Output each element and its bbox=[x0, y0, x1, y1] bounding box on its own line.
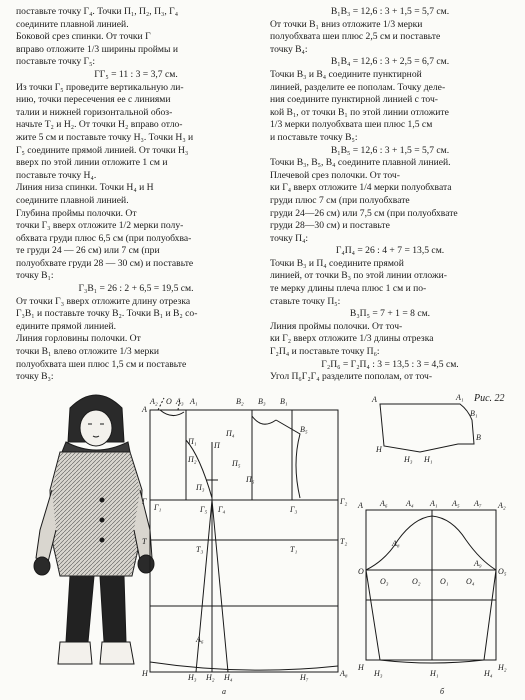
text-line: кой В₁, от точки В₁ по этой линии отложите bbox=[270, 106, 449, 118]
svg-text:O₂: O₂ bbox=[412, 577, 421, 586]
text-line: точку В₄: bbox=[270, 43, 308, 55]
text-line: Г₄П₄ = 26 : 4 + 7 = 13,5 см. bbox=[335, 245, 445, 257]
text-line: От точки В₁ вниз отложите 1/3 мерки bbox=[270, 18, 423, 30]
svg-text:H₃: H₃ bbox=[374, 669, 383, 678]
text-line: вправо отложите 1/3 ширины проймы и bbox=[16, 43, 178, 55]
svg-text:Н₂: Н₂ bbox=[206, 673, 215, 682]
svg-text:B₁: B₁ bbox=[280, 397, 288, 406]
svg-text:O₅: O₅ bbox=[498, 567, 507, 576]
svg-text:П₃: П₃ bbox=[196, 483, 205, 492]
svg-text:O₃: O₃ bbox=[380, 577, 389, 586]
text-line: жите 5 см и поставьте точку Н₃. Точки Н₃ и bbox=[16, 131, 194, 143]
svg-text:A₂: A₂ bbox=[498, 501, 506, 510]
svg-text:H₂: H₂ bbox=[498, 663, 507, 672]
svg-text:Т₂: Т₂ bbox=[340, 537, 348, 546]
svg-text:H₁: H₁ bbox=[430, 669, 439, 678]
svg-text:A: A bbox=[372, 395, 377, 404]
svg-text:H: H bbox=[358, 663, 364, 672]
draft-b-letter: б bbox=[440, 687, 445, 696]
svg-text:H₄: H₄ bbox=[484, 669, 493, 678]
figure-caption: Рис. 22 bbox=[474, 393, 505, 404]
svg-text:A: A bbox=[142, 405, 147, 414]
text-line: ки Г₂ вверх отложите 1/3 длины отрезка bbox=[270, 333, 434, 345]
draft-b bbox=[366, 510, 496, 663]
text-line: обхвата груди плюс 6,5 см (при полуобхва- bbox=[16, 232, 192, 244]
text-line: Линия горловины полочки. От bbox=[16, 333, 141, 345]
text-line: Глубина проймы полочки. От bbox=[16, 207, 137, 219]
svg-text:A₃: A₃ bbox=[176, 397, 184, 406]
child-mitten-right bbox=[138, 555, 154, 573]
svg-text:A₁: A₁ bbox=[190, 397, 198, 406]
text-line: Г₂П₄ и поставьте точку П₆: bbox=[270, 346, 380, 358]
svg-text:П₁: П₁ bbox=[188, 437, 197, 446]
text-line: Линия низа спинки. Точки Н₄ и Н bbox=[16, 182, 154, 194]
text-line: линией, от точки В₃ по этой линии отложи- bbox=[270, 270, 447, 282]
text-line: и поставьте точку В₅: bbox=[270, 131, 358, 143]
text-line: Точки В₃ и П₄ соедините прямой bbox=[270, 257, 404, 269]
svg-text:П₅: П₅ bbox=[232, 459, 241, 468]
svg-text:B₂: B₂ bbox=[236, 397, 244, 406]
svg-text:B: B bbox=[476, 433, 481, 442]
svg-text:Г₃: Г₃ bbox=[290, 505, 298, 514]
text-line: ставьте точку П₅: bbox=[270, 295, 341, 307]
text-line: точку В₁: bbox=[16, 270, 54, 282]
svg-text:H₃: H₃ bbox=[404, 455, 413, 464]
text-line: Угол П₆Г₂Г₄ разделите пополам, от точ- bbox=[270, 371, 433, 383]
text-line: едините прямой линией. bbox=[16, 320, 116, 332]
text-column-right bbox=[270, 6, 510, 384]
svg-text:H₁: H₁ bbox=[424, 455, 433, 464]
svg-text:A₂: A₂ bbox=[150, 397, 158, 406]
text-line: соедините плавной линией. bbox=[16, 18, 129, 30]
text-line: Г₃В₁ = 26 : 2 + 6,5 = 19,5 см. bbox=[78, 283, 194, 295]
text-line: линией, разделите ее пополам. Точку деле- bbox=[270, 81, 446, 93]
svg-text:A₈: A₈ bbox=[392, 539, 400, 548]
draft-a bbox=[150, 398, 338, 672]
svg-text:A₅: A₅ bbox=[452, 499, 460, 508]
text-line: точку П₄: bbox=[270, 232, 309, 244]
text-line: От точки Г₃ вверх отложите длину отрезка bbox=[16, 295, 191, 307]
child-trousers bbox=[66, 576, 126, 642]
svg-text:Г₁: Г₁ bbox=[154, 503, 162, 512]
text-line: В₁В₃ = 12,6 : 3 + 1,5 = 5,7 см. bbox=[330, 6, 450, 17]
text-line: точки Г₃ вверх отложите 1/2 мерки полу- bbox=[16, 220, 184, 232]
svg-text:O: O bbox=[358, 567, 364, 576]
svg-text:Т₁: Т₁ bbox=[290, 545, 298, 554]
svg-text:O₁: O₁ bbox=[440, 577, 449, 586]
text-line: Линия проймы полочки. От точ- bbox=[270, 320, 403, 332]
text-line: полуобхвата шеи плюс 1,5 см и поставьте bbox=[16, 358, 187, 370]
text-line: поставьте точку Н₄. bbox=[16, 169, 97, 181]
svg-text:Н: Н bbox=[142, 669, 148, 678]
svg-text:O: O bbox=[166, 397, 172, 406]
text-line: ния соедините пунктирной линией с точ- bbox=[270, 94, 438, 106]
svg-text:O₄: O₄ bbox=[466, 577, 475, 586]
text-line: Из точки Г₅ проведите вертикальную ли- bbox=[16, 81, 184, 93]
svg-text:Т₃: Т₃ bbox=[196, 545, 204, 554]
text-line: Г₃В₁ и поставьте точку В₂. Точки В₁ и В₂ со- bbox=[16, 308, 198, 320]
text-line: груди плюс 7 см (при полуобхвате bbox=[270, 194, 410, 206]
svg-text:B₁: B₁ bbox=[470, 409, 478, 418]
text-line: Г₂П₆ = Г₂П₄ : 3 = 13,5 : 3 = 4,5 см. bbox=[321, 358, 459, 370]
text-line: 1/3 мерки полуобхвата шеи плюс 1,5 см bbox=[270, 119, 433, 131]
text-column-left bbox=[16, 6, 256, 384]
text-line: поставьте точку Г₅: bbox=[16, 56, 96, 68]
svg-text:A: A bbox=[358, 501, 363, 510]
svg-text:П: П bbox=[214, 441, 220, 450]
svg-text:Н₄: Н₄ bbox=[224, 673, 233, 682]
svg-text:B₅: B₅ bbox=[300, 425, 308, 434]
svg-text:A₄: A₄ bbox=[406, 499, 414, 508]
child-illustration bbox=[34, 395, 154, 664]
text-line: Плечевой срез полочки. От точ- bbox=[270, 169, 400, 181]
svg-text:B₃: B₃ bbox=[258, 397, 266, 406]
svg-text:Т: Т bbox=[142, 537, 147, 546]
text-line: ки Г₄ вверх отложите 1/4 мерки полуобхвата bbox=[270, 182, 452, 194]
svg-text:A₁: A₁ bbox=[430, 499, 438, 508]
text-line: поставьте точку Г₄. Точки П₁, П₂, П₃, Г₄ bbox=[16, 6, 179, 17]
draft-a-letter: а bbox=[222, 687, 226, 696]
draft-a-labels bbox=[141, 397, 348, 696]
text-line: талии и нижней горизонтальной обоз- bbox=[16, 106, 173, 118]
text-line: груди 28—30 см) и поставьте bbox=[270, 220, 390, 232]
text-line: точки В₁ влево отложите 1/3 мерки bbox=[16, 346, 160, 358]
svg-text:Г₅: Г₅ bbox=[200, 505, 208, 514]
text-line: полуобхвате груди 28 — 30 см) и поставьте bbox=[16, 257, 194, 269]
text-line: вверх по этой линии отложите 1 см и bbox=[16, 157, 168, 169]
text-line: Г₅ соедините прямой линией. От точки Н₃ bbox=[16, 144, 189, 156]
svg-text:A₆: A₆ bbox=[380, 499, 388, 508]
figure-22 bbox=[0, 380, 525, 700]
draft-sleeve-top bbox=[380, 404, 474, 452]
svg-text:Г₄: Г₄ bbox=[218, 505, 226, 514]
text-line: Боковой срез спинки. От точки Г bbox=[16, 31, 151, 43]
svg-text:A₇: A₇ bbox=[474, 499, 482, 508]
text-line: полуобхвата шеи плюс 2,5 см и поставьте bbox=[270, 31, 441, 43]
text-line: те груди 24 — 26 см) или 7 см (при bbox=[16, 245, 160, 257]
text-line: начьте Т₂ и Н₂. От точки Н₂ вправо отло- bbox=[16, 119, 183, 131]
child-mitten-left bbox=[34, 557, 50, 575]
text-line: соедините плавной линией. bbox=[16, 194, 129, 206]
svg-text:A₈: A₈ bbox=[340, 669, 348, 678]
text-line: Точки В₃, В₅, В₄ соедините плавной линией. bbox=[270, 157, 451, 169]
text-line: ГГ₅ = 11 : 3 = 3,7 см. bbox=[94, 68, 178, 80]
svg-text:П₆: П₆ bbox=[246, 475, 255, 484]
child-left-sleeve bbox=[36, 490, 56, 562]
svg-text:Г₂: Г₂ bbox=[340, 497, 348, 506]
svg-text:A₆: A₆ bbox=[196, 635, 204, 644]
svg-text:П₄: П₄ bbox=[226, 429, 235, 438]
child-face bbox=[80, 410, 112, 446]
svg-text:H: H bbox=[376, 445, 382, 454]
text-line: точку В₃: bbox=[16, 371, 54, 383]
svg-text:Н₇: Н₇ bbox=[300, 673, 309, 682]
svg-text:A₉: A₉ bbox=[474, 559, 482, 568]
svg-text:A₁: A₁ bbox=[456, 393, 464, 402]
text-line: груди 24—26 см) или 7,5 см (при полуобхвате bbox=[270, 207, 458, 219]
text-line: В₁В₄ = 12,6 : 3 + 2,5 = 6,7 см. bbox=[330, 56, 450, 68]
text-line: те мерку длины плеча плюс 1 см и по- bbox=[270, 283, 427, 295]
text-line: В₁В₅ = 12,6 : 3 + 1,5 = 5,7 см. bbox=[330, 144, 450, 156]
svg-text:Г: Г bbox=[142, 497, 147, 506]
svg-text:П₂: П₂ bbox=[188, 455, 197, 464]
text-line: В₃П₅ = 7 + 1 = 8 см. bbox=[349, 308, 431, 320]
text-line: Точки В₃ и В₄ соедините пунктирной bbox=[270, 68, 422, 80]
text-line: нию, точки пересечения ее с линиями bbox=[16, 94, 171, 106]
svg-text:Н₃: Н₃ bbox=[188, 673, 197, 682]
child-boots bbox=[58, 642, 134, 664]
